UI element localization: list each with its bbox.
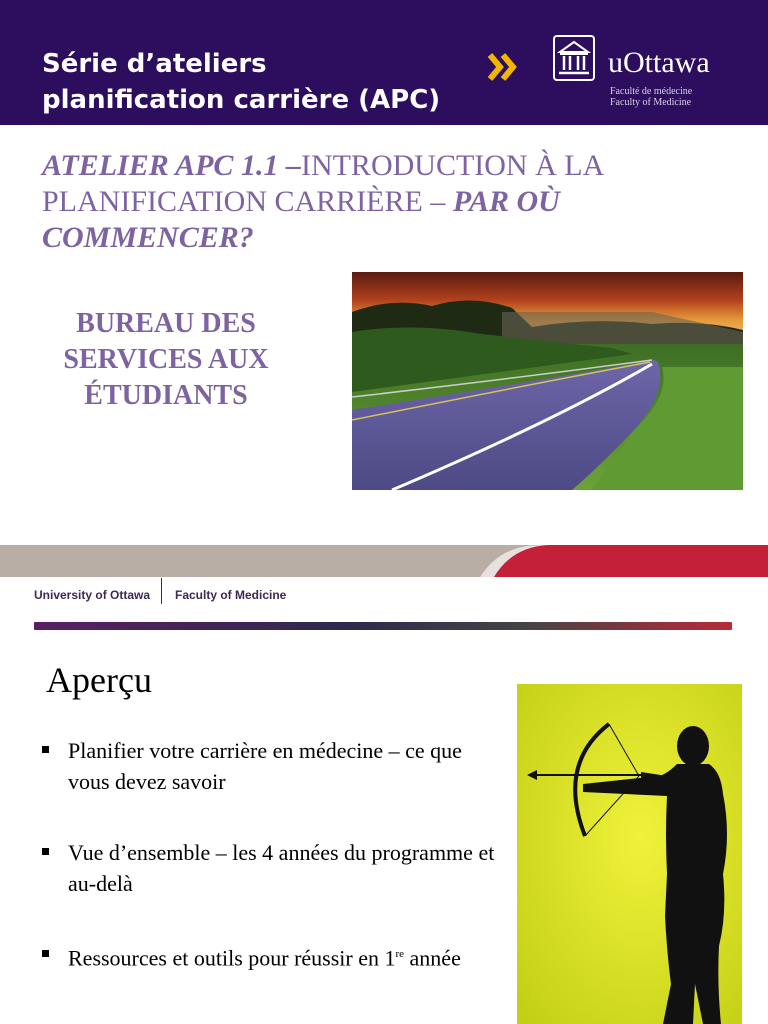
building-icon [552, 34, 596, 82]
workshop-title [42, 148, 742, 256]
series-title-line-1: Série d’ateliers [42, 49, 267, 79]
workshop-title-line-3: COMMENCER? [42, 221, 254, 254]
list-item [40, 837, 500, 899]
bullet-square-icon [42, 746, 49, 753]
workshop-title-line-2-em: PAR OÙ [452, 185, 560, 218]
header-separator [161, 578, 162, 604]
header-banner [0, 0, 768, 125]
overview-title: Aperçu [46, 660, 152, 700]
bullet-text: Vue d’ensemble – les 4 années du programme et au-delà [68, 840, 495, 896]
series-title [42, 46, 440, 118]
overview-slide [0, 577, 768, 1024]
list-item [40, 939, 500, 973]
header-university: University of Ottawa [34, 588, 151, 602]
list-item [40, 735, 500, 797]
workshop-title-line-2: PLANIFICATION CARRIÈRE – [42, 185, 453, 218]
workshop-title-line-1: INTRODUCTION À LA [300, 149, 605, 182]
road-sunset-image [352, 272, 743, 490]
header-rule [34, 622, 732, 630]
series-title-line-2: planification carrière (APC) [42, 85, 441, 115]
office-name-line-2: SERVICES AUX [63, 344, 269, 375]
uottawa-logo [552, 34, 742, 114]
double-chevron-right-icon [486, 50, 520, 84]
workshop-code: ATELIER APC 1.1 – [42, 149, 301, 182]
archer-silhouette-image [517, 684, 742, 1024]
bullet-text: Ressources et outils pour réussir en 1 [68, 945, 396, 971]
bullet-square-icon [42, 848, 49, 855]
logo-name: uOttawa [608, 46, 710, 79]
bullet-text-end: année [404, 945, 461, 971]
office-name [40, 306, 292, 414]
logo-subtitle-en: Faculty of Medicine [610, 97, 692, 108]
office-name-line-1: BUREAU DES [76, 308, 256, 339]
header-faculty: Faculty of Medicine [175, 588, 287, 602]
bullet-square-icon [42, 950, 49, 957]
bullet-text: Planifier votre carrière en médecine – ce que vous devez savoir [68, 738, 462, 794]
slide-divider-band [0, 545, 768, 577]
logo-subtitle-fr: Faculté de médecine [610, 86, 693, 97]
office-name-line-3: ÉTUDIANTS [84, 380, 248, 411]
overview-bullet-list [40, 735, 500, 1013]
bullet-superscript: re [395, 948, 405, 960]
